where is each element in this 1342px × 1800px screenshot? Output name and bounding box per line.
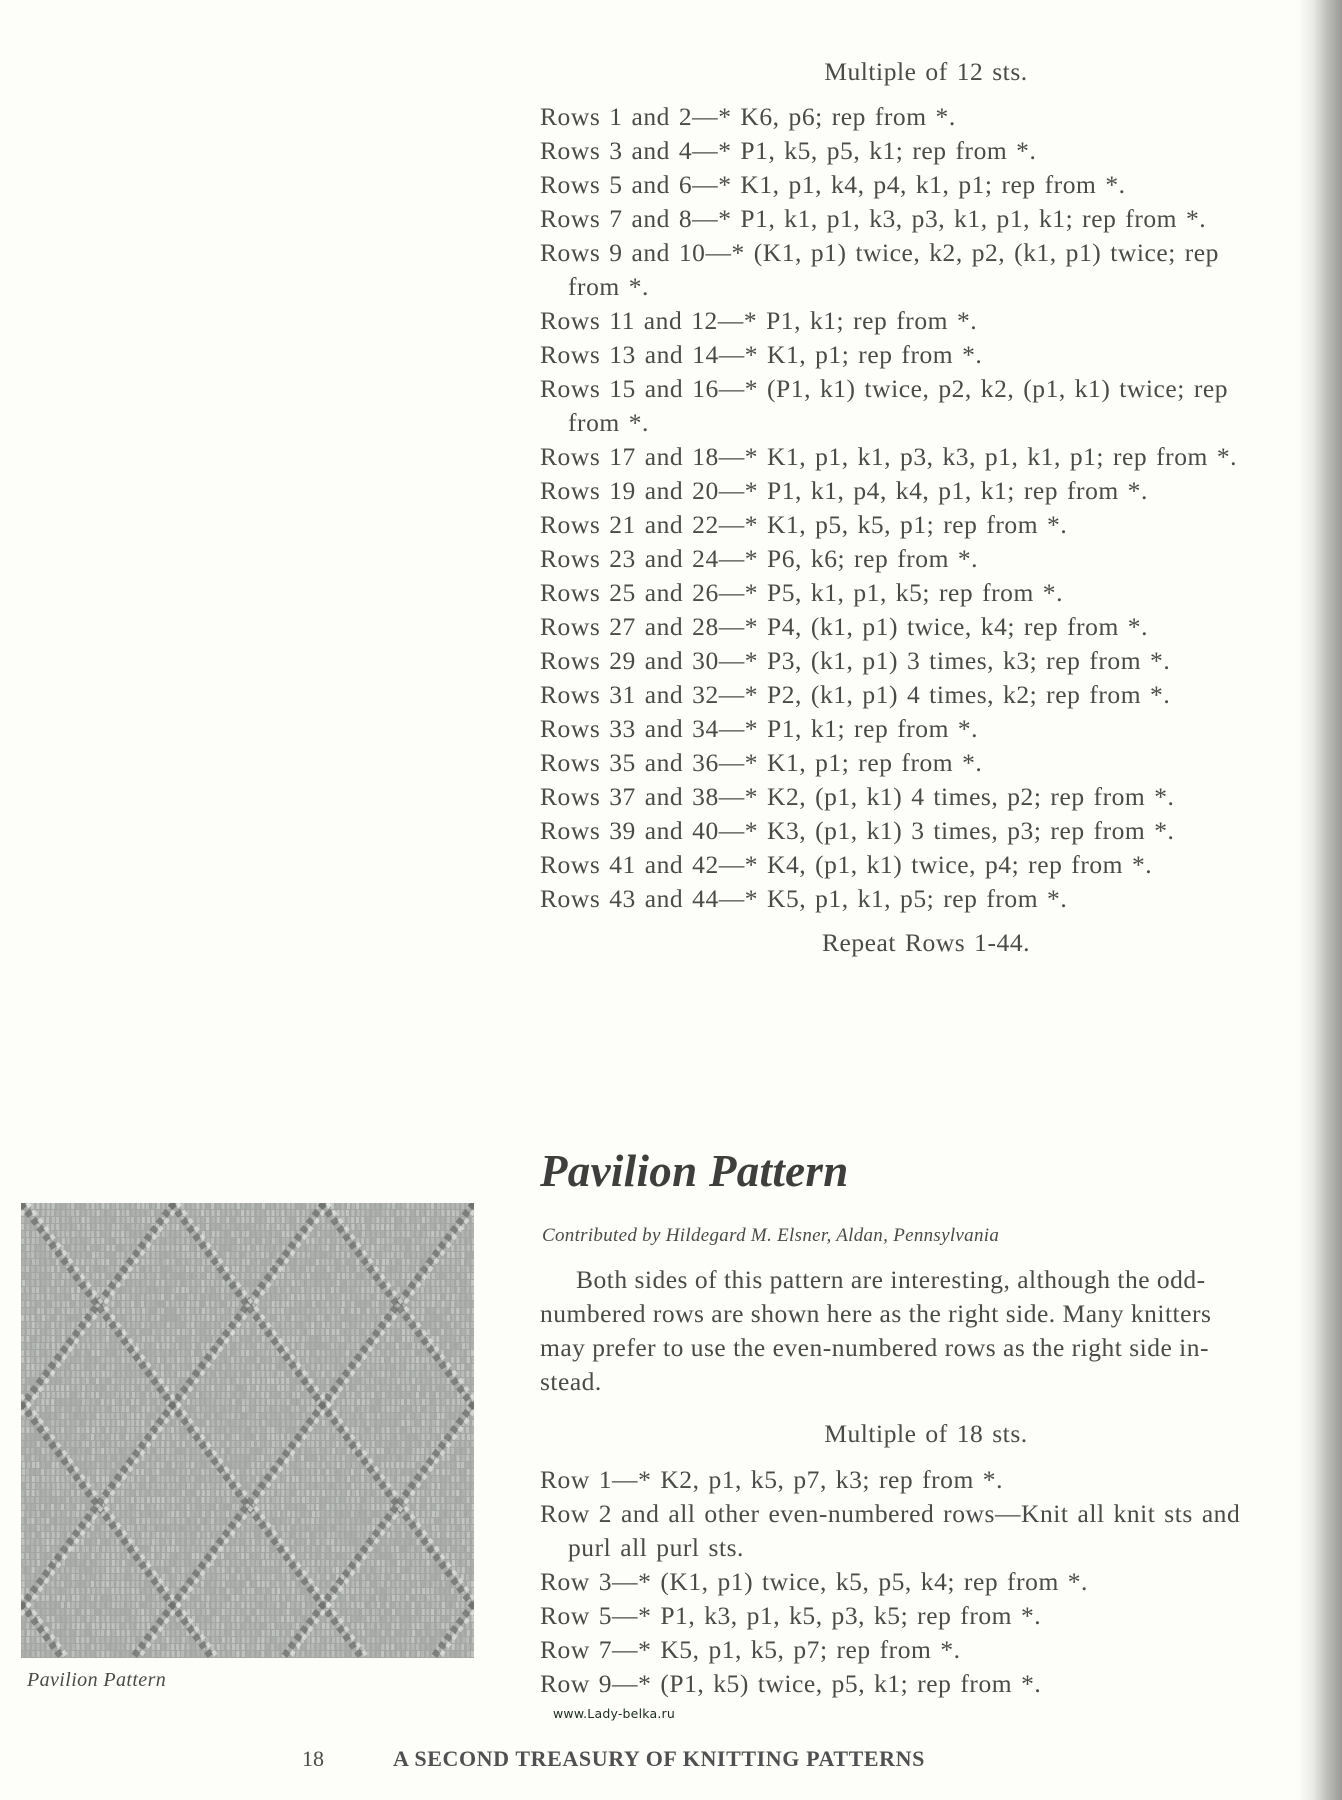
section1-multiple: Multiple of 12 sts.	[824, 57, 1028, 86]
instruction-row: Row 1—* K2, p1, k5, p7, k3; rep from *.	[540, 1465, 1004, 1494]
instruction-row: Rows 15 and 16—* (P1, k1) twice, p2, k2, (p1, k1) twice; rep	[540, 374, 1229, 403]
instruction-row: Rows 21 and 22—* K1, p5, k5, p1; rep from *.	[540, 510, 1068, 539]
instruction-row: Rows 9 and 10—* (K1, p1) twice, k2, p2, (k1, p1) twice; rep	[540, 238, 1219, 267]
instruction-row: Rows 11 and 12—* P1, k1; rep from *.	[540, 306, 978, 335]
instruction-row-continuation: from *.	[568, 272, 649, 301]
description-line: Both sides of this pattern are interesting, although the odd-	[576, 1265, 1206, 1294]
instruction-row: Rows 5 and 6—* K1, p1, k4, p4, k1, p1; rep from *.	[540, 170, 1126, 199]
instruction-row: Rows 13 and 14—* K1, p1; rep from *.	[540, 340, 983, 369]
instruction-row: Row 7—* K5, p1, k5, p7; rep from *.	[540, 1635, 961, 1664]
page-footer	[0, 1746, 1342, 1776]
pattern-title: Pavilion Pattern	[540, 1146, 849, 1196]
instruction-row: Row 5—* P1, k3, p1, k5, p3, k5; rep from *.	[540, 1601, 1042, 1630]
instruction-row: Rows 23 and 24—* P6, k6; rep from *.	[540, 544, 979, 573]
instruction-row: Rows 19 and 20—* P1, k1, p4, k4, p1, k1; rep from *.	[540, 476, 1148, 505]
instruction-row: Rows 7 and 8—* P1, k1, p1, k3, p3, k1, p1, k1; rep from *.	[540, 204, 1207, 233]
section2-row-list	[540, 1463, 1312, 1701]
instruction-row: Rows 3 and 4—* P1, k5, p5, k1; rep from *.	[540, 136, 1037, 165]
instruction-row-continuation: from *.	[568, 408, 649, 437]
book-title: A SECOND TREASURY OF KNITTING PATTERNS	[393, 1746, 925, 1771]
instruction-row: Rows 31 and 32—* P2, (k1, p1) 4 times, k2; rep from *.	[540, 680, 1171, 709]
description-line: numbered rows are shown here as the right side. Many knitters	[540, 1299, 1212, 1328]
instruction-row: Row 2 and all other even-numbered rows—Knit all knit sts and	[540, 1499, 1241, 1528]
knit-swatch-photo	[21, 1203, 474, 1658]
instruction-row: Rows 43 and 44—* K5, p1, k1, p5; rep from *.	[540, 884, 1068, 913]
instruction-row: Rows 27 and 28—* P4, (k1, p1) twice, k4; rep from *.	[540, 612, 1148, 641]
figure-caption: Pavilion Pattern	[27, 1669, 167, 1691]
instruction-row: Rows 1 and 2—* K6, p6; rep from *.	[540, 102, 956, 131]
instruction-row: Rows 35 and 36—* K1, p1; rep from *.	[540, 748, 983, 777]
knit-swatch-texture	[21, 1203, 474, 1658]
instruction-row: Rows 33 and 34—* P1, k1; rep from *.	[540, 714, 979, 743]
page-number: 18	[302, 1746, 324, 1771]
pattern-contributor: Contributed by Hildegard M. Elsner, Aldan, Pennsylvania	[542, 1225, 1000, 1246]
watermark-link[interactable]: www.Lady-belka.ru	[553, 1706, 675, 1721]
description-line: may prefer to use the even-numbered rows as the right side in-	[540, 1333, 1209, 1362]
section2-multiple: Multiple of 18 sts.	[824, 1419, 1028, 1448]
instruction-row: Rows 29 and 30—* P3, (k1, p1) 3 times, k3; rep from *.	[540, 646, 1171, 675]
instruction-row: Rows 37 and 38—* K2, (p1, k1) 4 times, p2; rep from *.	[540, 782, 1175, 811]
instruction-row: Rows 41 and 42—* K4, (p1, k1) twice, p4; rep from *.	[540, 850, 1153, 879]
section1-repeat-note: Repeat Rows 1-44.	[821, 928, 1031, 957]
description-line: stead.	[540, 1367, 602, 1396]
pattern-description	[540, 1263, 1315, 1399]
section1-row-list	[540, 100, 1312, 916]
instruction-row: Rows 17 and 18—* K1, p1, k1, p3, k3, p1, k1, p1; rep from *.	[540, 442, 1238, 471]
instruction-row: Rows 39 and 40—* K3, (p1, k1) 3 times, p3; rep from *.	[540, 816, 1175, 845]
instruction-row: Row 3—* (K1, p1) twice, k5, p5, k4; rep from *.	[540, 1567, 1088, 1596]
instruction-row: Row 9—* (P1, k5) twice, p5, k1; rep from *.	[540, 1669, 1042, 1698]
instruction-row: Rows 25 and 26—* P5, k1, p1, k5; rep from *.	[540, 578, 1064, 607]
instruction-row-continuation: purl all purl sts.	[568, 1533, 744, 1562]
